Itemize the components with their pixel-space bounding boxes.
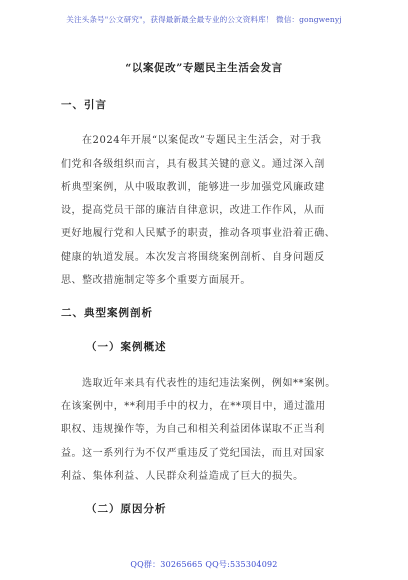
section-heading-intro: 一、引言 (61, 99, 107, 111)
paragraph-line: 在2024年开展“以案促改”专题民主生活会，对于我 (82, 135, 322, 146)
subsection-heading-causes: （二）原因分析 (86, 503, 167, 515)
top-banner: 关注头条号"公文研究"，获得最新最全最专业的公文资料库！ 微信：gongwenyj (66, 15, 342, 24)
paragraph-line: 更好地履行党和人民赋予的职责，推动各项事业沿着正确、 (61, 228, 336, 239)
paragraph-line: 在该案例中，**利用手中的权力，在**项目中，通过滥用 (61, 401, 326, 412)
paragraph-line: 析典型案例，从中吸取教训，能够进一步加强党风廉政建 (61, 182, 325, 193)
paragraph-line: 益。这一系列行为不仅严重违反了党纪国法，而且对国家 (61, 448, 325, 459)
footer-contact: QQ群：30265665 QQ号:535304092 (130, 560, 278, 569)
paragraph-line: 思、整改措施制定等多个重要方面展开。 (61, 275, 251, 286)
paragraph-line: 健康的轨道发展。本次发言将围绕案例剖析、自身问题反 (61, 252, 325, 263)
page-title: “以案促改”专题民主生活会发言 (125, 62, 283, 74)
section-heading-cases: 二、典型案例剖析 (61, 307, 153, 319)
paragraph-line: 们党和各级组织而言，具有极其关键的意义。通过深入剖 (61, 159, 325, 170)
paragraph-line: 利益、集体利益、人民群众利益造成了巨大的损失。 (61, 471, 304, 482)
paragraph-line: 选取近年来具有代表性的违纪违法案例，例如**案例。 (82, 378, 336, 389)
paragraph-line: 职权、违规操作等，为自己和相关利益团体谋取不正当利 (61, 424, 325, 435)
paragraph-line: 设，提高党员干部的廉洁自律意识，改进工作作风，从而 (61, 205, 325, 216)
subsection-heading-overview: （一）案例概述 (86, 341, 167, 353)
